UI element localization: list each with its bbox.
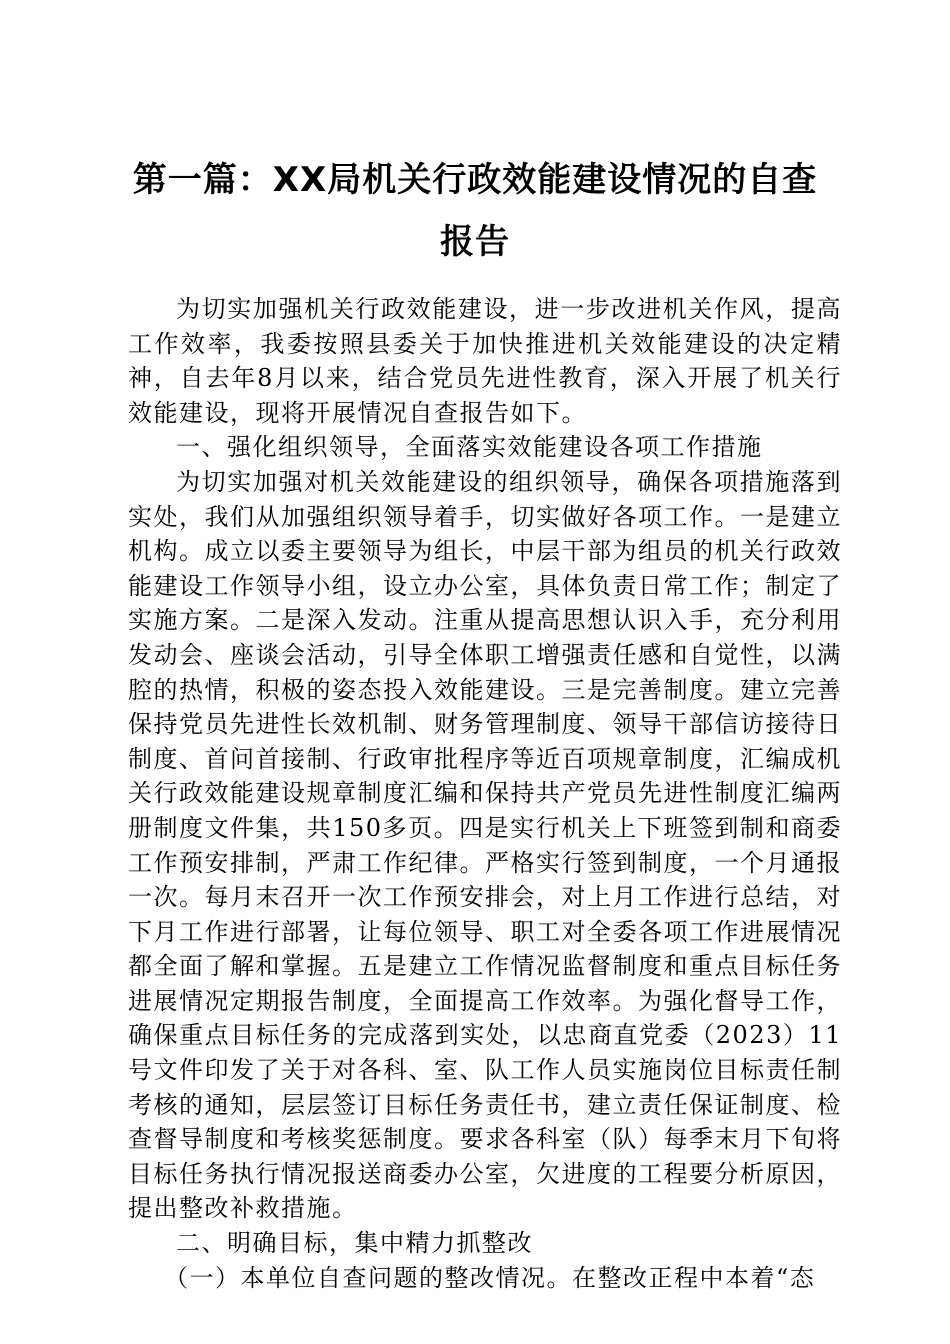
section-heading-1: 一、强化组织领导，全面落实效能建设各项工作措施 [176, 433, 763, 462]
subsection-paragraph: （一）本单位自查问题的整改情况。在整改正程中本着“态 [164, 1263, 816, 1292]
document-title-line-2: 报告 [440, 222, 510, 262]
document-body [128, 292, 842, 1295]
section-1-paragraph: 为切实加强对机关效能建设的组织领导，确保各项措施落到实处，我们从加强组织领导着手，切实做好各项工作。一是建立机构。成立以委主要领导为组长，中层干部为组员的机关行政效能建设工作领导小组，设立办公室，具体负责日常工作；制定了实施方案。二是深入发动。注重从提高思想认识入手，充分利用发动会、座谈会活动，引导全体职工增强责任感和自觉性，以满腔的热情，积极的姿态投入效能建设。三是完善制度。建立完善保持党员先进性长效机制、财务管理制度、领导干部信访接待日制度、首问首接制、行政审批程序等近百项规章制度，汇编成机关行政效能建设规章制度汇编和保持共产党员先进性制度汇编两册制度文件集，共150多页。四是实行机关上下班签到制和商委工作预安排制，严肃工作纪律。严格实行签到制度，一个月通报一次。每月末召开一次工作预安排会，对上月工作进行总结，对下月工作进行部署，让每位领导、职工对全委各项工作进展情况都全面了解和掌握。五是建立工作情况监督制度和重点目标任务进展情况定期报告制度，全面提高工作效率。为强化督导工作，确保重点目标任务的完成落到实处，以忠商直党委（2023）11号文件印发了关于对各科、室、队工作人员实施岗位目标责任制考核的通知，层层签订目标任务责任书，建立责任保证制度、检查督导制度和考核奖惩制度。要求各科室（队）每季末月下旬将目标任务执行情况报送商委办公室，欠进度的工程要分析原因，提出整改补救措施。 [128, 467, 842, 1223]
document-title-line-1: 第一篇：XX局机关行政效能建设情况的自查 [132, 160, 818, 200]
intro-paragraph: 为切实加强机关行政效能建设，进一步改进机关作风，提高工作效率，我委按照县委关于加快推进机关效能建设的决定精神，自去年8月以来，结合党员先进性教育，深入开展了机关行效能建设，现将开展情况自查报告如下。 [128, 295, 842, 427]
section-heading-2: 二、明确目标，集中精力抓整改 [176, 1229, 533, 1258]
